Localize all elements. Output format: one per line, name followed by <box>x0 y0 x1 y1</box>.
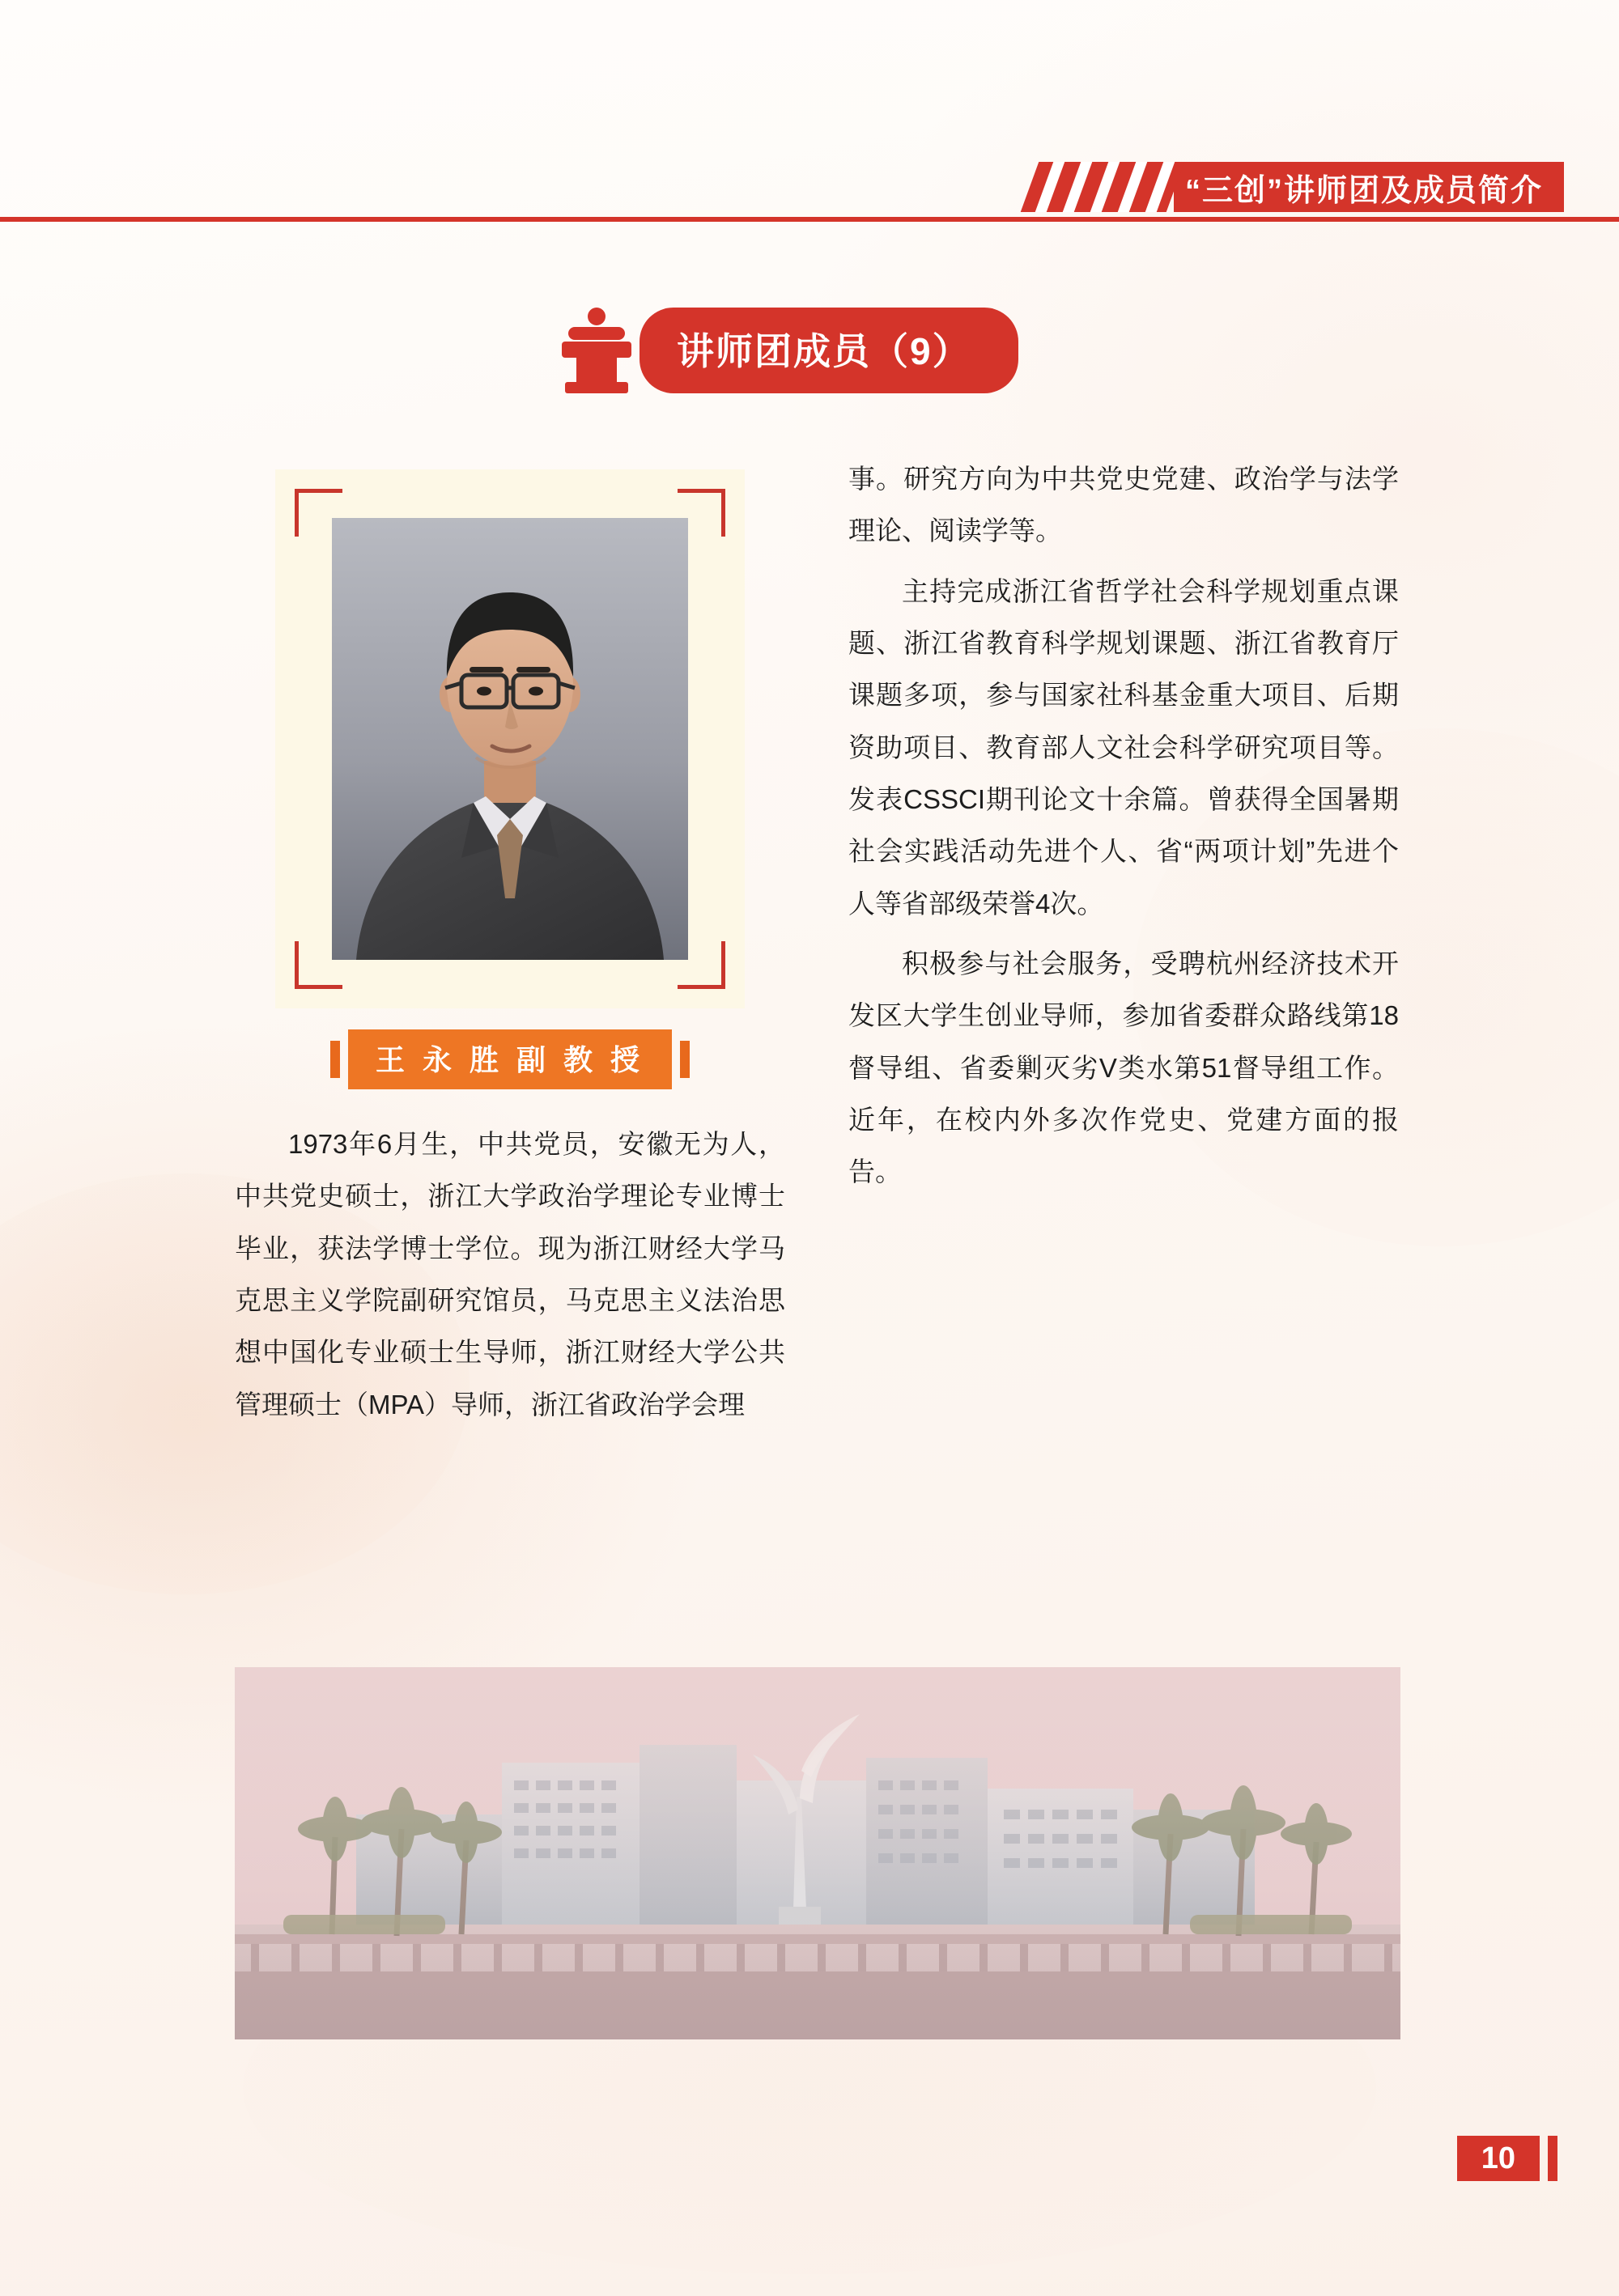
podium-speaker-icon <box>557 306 635 395</box>
person-name: 王 永 胜 副 教 授 <box>348 1029 672 1089</box>
portrait-photo <box>332 518 688 960</box>
campus-photo <box>235 1667 1400 2039</box>
page-header <box>1030 162 1564 212</box>
portrait-frame <box>275 469 745 1008</box>
section-title: 讲师团成员（9） <box>640 308 1018 393</box>
biography-left <box>235 1118 785 1431</box>
section-heading <box>557 306 1018 395</box>
right-column <box>848 453 1399 1199</box>
body-paragraph: 积极参与社会服务，受聘杭州经济技术开发区大学生创业导师，参加省委群众路线第18督导组、省委剿灭劣V类水第51督导组工作。近年，在校内外多次作党史、党建方面的报告。 <box>848 949 1399 1187</box>
left-column <box>235 469 785 1431</box>
header-divider <box>0 217 1619 222</box>
footer-tick <box>1548 2136 1557 2181</box>
body-paragraph: 主持完成浙江省哲学社会科学规划重点课题、浙江省教育科学规划课题、浙江省教育厅课题多项，参与国家社科基金重大项目、后期资助项目、教育部人文社会科学研究项目等。发表CSSCI期刊论文十余篇。曾获得全国暑期社会实践活动先进个人、省“两项计划”先进个人等省部级荣誉4次。 <box>848 575 1399 919</box>
nameplate-bar-right <box>680 1041 690 1078</box>
page-number: 10 <box>1457 2136 1540 2181</box>
name-plate <box>300 1029 720 1089</box>
header-title: “三创”讲师团及成员简介 <box>1174 162 1564 212</box>
nameplate-bar-left <box>330 1041 340 1078</box>
biography-paragraph: 1973年6月生，中共党员，安徽无为人，中共党史硕士，浙江大学政治学理论专业博士毕业，获法学博士学位。现为浙江财经大学马克思主义学院副研究馆员，马克思主义法治思想中国化专业硕士生导师，浙江财经大学公共管理硕士（MPA）导师，浙江省政治学会理 <box>235 1129 785 1420</box>
slash-stripes-icon <box>1021 162 1185 212</box>
page-footer <box>1457 2136 1557 2181</box>
body-paragraph: 事。研究方向为中共党史党建、政治学与法学理论、阅读学等。 <box>848 464 1399 546</box>
